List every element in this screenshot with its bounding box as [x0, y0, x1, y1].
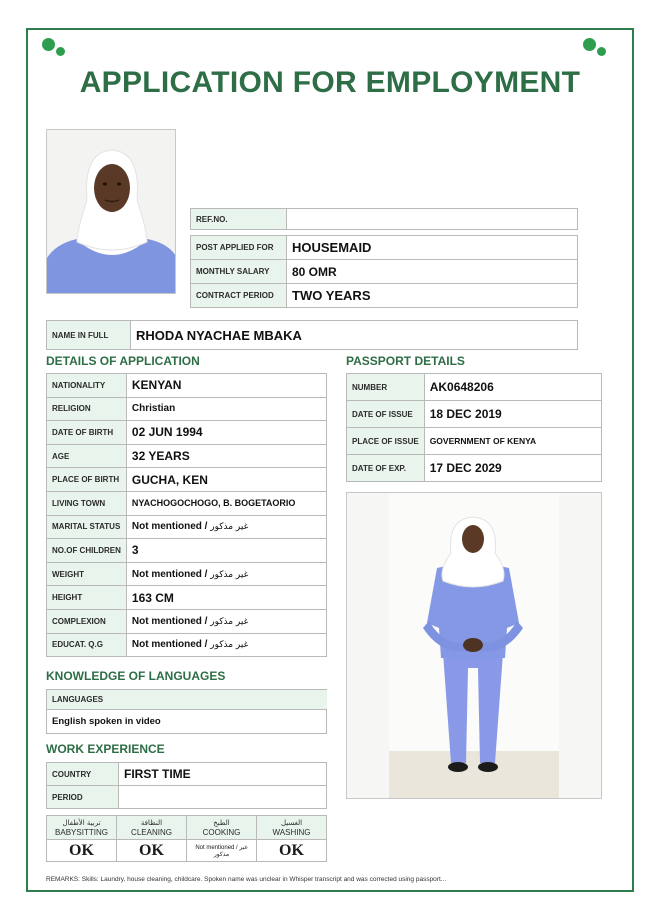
- salary-label: MONTHLY SALARY: [191, 260, 287, 284]
- post-label: POST APPLIED FOR: [191, 236, 287, 260]
- salary-value: 80 OMR: [287, 260, 578, 284]
- details-row: [47, 609, 327, 633]
- skill-header: النظافة CLEANING: [117, 816, 187, 840]
- issue-date-value: 18 DEC 2019: [424, 401, 601, 428]
- ref-no-label: REF.NO.: [191, 209, 287, 230]
- passport-row: [347, 401, 602, 428]
- passport-number-value: AK0648206: [424, 374, 601, 401]
- nationality-value: KENYAN: [126, 374, 326, 398]
- full-body-photo: [346, 492, 602, 799]
- issue-date-label: DATE OF ISSUE: [347, 401, 425, 428]
- issue-place-value: GOVERNMENT OF KENYA: [424, 428, 601, 455]
- religion-label: RELIGION: [47, 397, 127, 421]
- skill-header: تربية الأطفال BABYSITTING: [47, 816, 117, 840]
- details-row: [47, 397, 327, 421]
- nationality-label: NATIONALITY: [47, 374, 127, 398]
- contract-value: TWO YEARS: [287, 284, 578, 308]
- skill-value: OK: [257, 840, 327, 862]
- skill-value: Not mentioned / غير مذكور: [187, 840, 257, 862]
- languages-label: LANGUAGES: [47, 690, 327, 710]
- name-label: NAME IN FULL: [47, 321, 131, 350]
- dob-label: DATE OF BIRTH: [47, 421, 127, 445]
- expiry-date-label: DATE OF EXP.: [347, 455, 425, 482]
- passport-row: [347, 455, 602, 482]
- salary-row: [191, 260, 578, 284]
- skill-header: الطبخ COOKING: [187, 816, 257, 840]
- name-value: RHODA NYACHAE MBAKA: [131, 321, 578, 350]
- education-value: Not mentioned / غير مذكور: [126, 633, 326, 657]
- period-value: [119, 786, 327, 809]
- post-value: HOUSEMAID: [287, 236, 578, 260]
- age-label: AGE: [47, 444, 127, 468]
- details-row: [47, 491, 327, 515]
- page-title: APPLICATION FOR EMPLOYMENT: [79, 66, 581, 99]
- name-table: [46, 320, 578, 350]
- marital-status-label: MARITAL STATUS: [47, 515, 127, 539]
- age-value: 32 YEARS: [126, 444, 326, 468]
- children-label: NO.OF CHILDREN: [47, 539, 127, 563]
- period-label: PERIOD: [47, 786, 119, 809]
- passport-row: [347, 428, 602, 455]
- details-table: [46, 373, 327, 657]
- passport-row: [347, 374, 602, 401]
- details-row: [47, 444, 327, 468]
- details-row: [47, 468, 327, 492]
- education-label: EDUCAT. Q.G: [47, 633, 127, 657]
- weight-value: Not mentioned / غير مذكور: [126, 562, 326, 586]
- marital-status-value: Not mentioned / غير مذكور: [126, 515, 326, 539]
- details-row: [47, 586, 327, 610]
- languages-table: [46, 689, 327, 734]
- country-value: FIRST TIME: [119, 763, 327, 786]
- details-row: [47, 515, 327, 539]
- remarks-text: REMARKS: Skills: Laundry, house cleaning, childcare. Spoken name was unclear in Whisper transcript and was corrected using passport...: [46, 876, 447, 883]
- top-info-table: [190, 208, 578, 308]
- work-table: [46, 762, 327, 809]
- work-heading: WORK EXPERIENCE: [46, 742, 165, 756]
- languages-heading: KNOWLEDGE OF LANGUAGES: [46, 669, 226, 683]
- children-value: 3: [126, 539, 326, 563]
- details-row: [47, 421, 327, 445]
- contract-row: [191, 284, 578, 308]
- living-town-value: NYACHOGOCHOGO, B. BOGETAORIO: [126, 491, 326, 515]
- expiry-date-value: 17 DEC 2029: [424, 455, 601, 482]
- details-row: [47, 539, 327, 563]
- country-label: COUNTRY: [47, 763, 119, 786]
- issue-place-label: PLACE OF ISSUE: [347, 428, 425, 455]
- dob-value: 02 JUN 1994: [126, 421, 326, 445]
- living-town-label: LIVING TOWN: [47, 491, 127, 515]
- complexion-label: COMPLEXION: [47, 609, 127, 633]
- passport-number-label: NUMBER: [347, 374, 425, 401]
- contract-label: CONTRACT PERIOD: [191, 284, 287, 308]
- height-label: HEIGHT: [47, 586, 127, 610]
- languages-value: English spoken in video: [47, 710, 327, 734]
- details-heading: DETAILS OF APPLICATION: [46, 354, 200, 368]
- passport-table: [346, 373, 602, 482]
- details-row: [47, 562, 327, 586]
- ref-no-value: [287, 209, 578, 230]
- post-row: [191, 236, 578, 260]
- ref-no-row: [191, 209, 578, 230]
- skill-value: OK: [117, 840, 187, 862]
- complexion-value: Not mentioned / غير مذكور: [126, 609, 326, 633]
- weight-label: WEIGHT: [47, 562, 127, 586]
- portrait-photo: [46, 129, 176, 294]
- skills-table: [46, 815, 327, 862]
- religion-value: Christian: [126, 397, 326, 421]
- place-of-birth-label: PLACE OF BIRTH: [47, 468, 127, 492]
- skill-value: OK: [47, 840, 117, 862]
- height-value: 163 CM: [126, 586, 326, 610]
- skill-header: الغسيل WASHING: [257, 816, 327, 840]
- details-row: [47, 374, 327, 398]
- details-row: [47, 633, 327, 657]
- place-of-birth-value: GUCHA, KEN: [126, 468, 326, 492]
- passport-heading: PASSPORT DETAILS: [346, 354, 465, 368]
